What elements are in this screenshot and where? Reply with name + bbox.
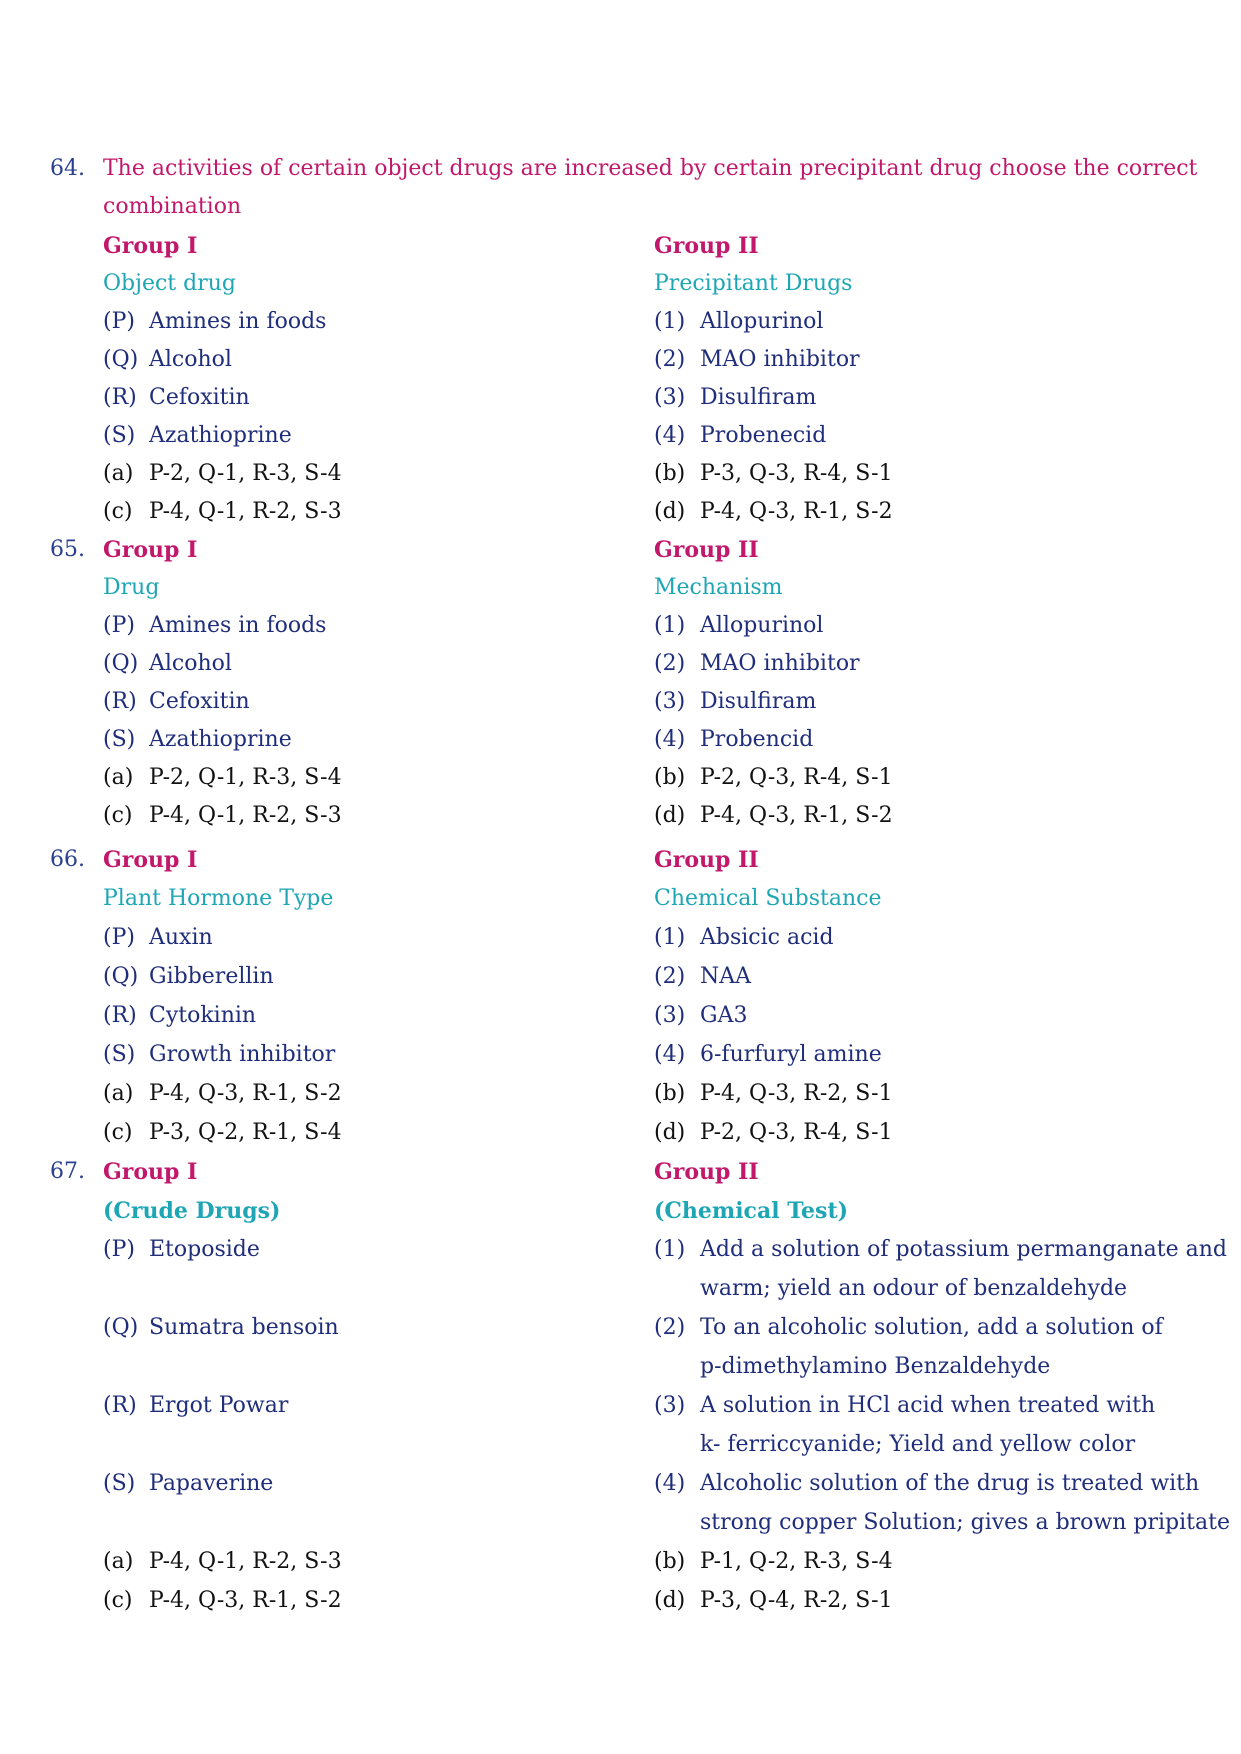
answer-option bbox=[654, 1081, 893, 1107]
item-label: (1) bbox=[654, 925, 686, 950]
list-item bbox=[654, 1471, 1199, 1497]
group-two-subheading: Mechanism bbox=[654, 575, 783, 600]
answer-option bbox=[103, 803, 342, 829]
list-item bbox=[654, 423, 826, 449]
item-label: (1) bbox=[654, 309, 686, 334]
item-text: MAO inhibitor bbox=[700, 651, 860, 676]
option-text: P-4, Q-3, R-1, S-2 bbox=[149, 1081, 342, 1106]
option-text: P-2, Q-3, R-4, S-1 bbox=[700, 1120, 893, 1145]
answer-option bbox=[654, 1549, 893, 1575]
list-item bbox=[654, 1237, 1227, 1263]
list-item bbox=[654, 727, 813, 753]
option-text: P-2, Q-1, R-3, S-4 bbox=[149, 765, 342, 790]
option-label: (c) bbox=[103, 499, 133, 524]
item-text: 6-furfuryl amine bbox=[700, 1042, 882, 1067]
item-text: Gibberellin bbox=[149, 964, 274, 989]
list-item bbox=[103, 689, 250, 715]
list-item bbox=[654, 1393, 1155, 1419]
list-item bbox=[654, 1003, 747, 1029]
item-label: (Q) bbox=[103, 347, 139, 372]
group-one-subheading: Drug bbox=[103, 575, 160, 600]
item-label: (P) bbox=[103, 1237, 135, 1262]
item-label: (3) bbox=[654, 689, 686, 714]
item-label: (4) bbox=[654, 423, 686, 448]
item-label: (4) bbox=[654, 1471, 686, 1496]
item-text: Growth inhibitor bbox=[149, 1042, 336, 1067]
option-label: (b) bbox=[654, 1549, 686, 1574]
question-number: 66. bbox=[50, 847, 85, 872]
list-item bbox=[103, 925, 213, 951]
option-label: (b) bbox=[654, 461, 686, 486]
item-label: (3) bbox=[654, 1393, 686, 1418]
group-one-subheading: (Crude Drugs) bbox=[103, 1198, 281, 1224]
option-text: P-4, Q-1, R-2, S-3 bbox=[149, 499, 342, 524]
item-label: (2) bbox=[654, 347, 686, 372]
list-item bbox=[103, 1315, 339, 1341]
item-text: Disulfiram bbox=[700, 689, 817, 714]
item-text: Etoposide bbox=[149, 1237, 260, 1262]
item-label: (2) bbox=[654, 964, 686, 989]
list-item bbox=[103, 1393, 288, 1419]
option-text: P-4, Q-3, R-1, S-2 bbox=[700, 803, 893, 828]
list-item bbox=[103, 651, 232, 677]
item-text: To an alcoholic solution, add a solution of bbox=[700, 1315, 1163, 1340]
answer-option bbox=[654, 499, 893, 525]
list-item bbox=[654, 689, 816, 715]
list-item bbox=[654, 1042, 882, 1068]
list-item bbox=[103, 1471, 273, 1497]
option-label: (b) bbox=[654, 1081, 686, 1106]
answer-option bbox=[654, 803, 893, 829]
group-two-heading: Group II bbox=[654, 233, 759, 259]
group-two-subheading: (Chemical Test) bbox=[654, 1198, 849, 1224]
option-text: P-2, Q-1, R-3, S-4 bbox=[149, 461, 342, 486]
option-text: P-4, Q-3, R-1, S-2 bbox=[149, 1588, 342, 1613]
option-label: (b) bbox=[654, 765, 686, 790]
option-label: (d) bbox=[654, 803, 686, 828]
item-text: A solution in HCl acid when treated with bbox=[700, 1393, 1156, 1418]
option-text: P-3, Q-3, R-4, S-1 bbox=[700, 461, 893, 486]
answer-option bbox=[103, 461, 342, 487]
question-number: 64. bbox=[50, 156, 85, 181]
list-item bbox=[654, 1315, 1163, 1341]
item-text: Alcohol bbox=[149, 651, 232, 676]
option-label: (c) bbox=[103, 1120, 133, 1145]
option-label: (a) bbox=[103, 1549, 134, 1574]
item-text: NAA bbox=[700, 964, 752, 989]
item-text: Auxin bbox=[149, 925, 213, 950]
option-text: P-4, Q-3, R-1, S-2 bbox=[700, 499, 893, 524]
option-label: (c) bbox=[103, 803, 133, 828]
group-one-heading: Group I bbox=[103, 233, 198, 259]
item-text: Papaverine bbox=[149, 1471, 274, 1496]
group-two-heading: Group II bbox=[654, 847, 759, 873]
item-text: Cefoxitin bbox=[149, 385, 250, 410]
item-label: (Q) bbox=[103, 1315, 139, 1340]
item-label: (P) bbox=[103, 309, 135, 334]
item-label: (S) bbox=[103, 1471, 136, 1496]
item-label: (Q) bbox=[103, 964, 139, 989]
item-label: (S) bbox=[103, 423, 136, 448]
option-text: P-3, Q-4, R-2, S-1 bbox=[700, 1588, 893, 1613]
item-label: (4) bbox=[654, 1042, 686, 1067]
item-label: (4) bbox=[654, 727, 686, 752]
question-stem: The activities of certain object drugs are increased by certain precipitant drug choose the correct bbox=[103, 156, 1198, 181]
item-text-continued: strong copper Solution; gives a brown pripitate bbox=[700, 1510, 1230, 1535]
list-item bbox=[654, 309, 823, 335]
list-item bbox=[103, 309, 326, 335]
list-item bbox=[103, 964, 274, 990]
item-text: Ergot Powar bbox=[149, 1393, 289, 1418]
item-label: (P) bbox=[103, 613, 135, 638]
item-label: (1) bbox=[654, 613, 686, 638]
item-label: (S) bbox=[103, 1042, 136, 1067]
item-label: (S) bbox=[103, 727, 136, 752]
list-item bbox=[103, 727, 292, 753]
option-label: (a) bbox=[103, 1081, 134, 1106]
group-two-subheading: Precipitant Drugs bbox=[654, 271, 853, 296]
group-two-heading: Group II bbox=[654, 537, 759, 563]
answer-option bbox=[103, 499, 342, 525]
list-item bbox=[103, 613, 326, 639]
list-item bbox=[654, 385, 816, 411]
group-one-heading: Group I bbox=[103, 1159, 198, 1185]
item-text-continued: warm; yield an odour of benzaldehyde bbox=[700, 1276, 1128, 1301]
list-item bbox=[103, 385, 250, 411]
list-item bbox=[103, 1042, 335, 1068]
list-item bbox=[654, 925, 834, 951]
group-two-heading: Group II bbox=[654, 1159, 759, 1185]
item-text: Cytokinin bbox=[149, 1003, 257, 1028]
item-text: Alcoholic solution of the drug is treated with bbox=[700, 1471, 1200, 1496]
item-text: Cefoxitin bbox=[149, 689, 250, 714]
item-text: Allopurinol bbox=[700, 309, 824, 334]
option-text: P-1, Q-2, R-3, S-4 bbox=[700, 1549, 893, 1574]
item-text: MAO inhibitor bbox=[700, 347, 860, 372]
answer-option bbox=[103, 1588, 342, 1614]
item-text: Absicic acid bbox=[700, 925, 834, 950]
answer-option bbox=[654, 765, 893, 791]
item-text: Probenecid bbox=[700, 423, 827, 448]
group-two-subheading: Chemical Substance bbox=[654, 886, 882, 911]
question-number: 65. bbox=[50, 537, 85, 562]
item-label: (2) bbox=[654, 1315, 686, 1340]
option-text: P-4, Q-3, R-2, S-1 bbox=[700, 1081, 893, 1106]
item-label: (R) bbox=[103, 385, 137, 410]
option-label: (d) bbox=[654, 1120, 686, 1145]
option-label: (a) bbox=[103, 765, 134, 790]
item-label: (R) bbox=[103, 1003, 137, 1028]
list-item bbox=[103, 347, 232, 373]
item-label: (2) bbox=[654, 651, 686, 676]
item-label: (R) bbox=[103, 1393, 137, 1418]
option-text: P-3, Q-2, R-1, S-4 bbox=[149, 1120, 342, 1145]
answer-option bbox=[103, 1081, 342, 1107]
item-text: Alcohol bbox=[149, 347, 232, 372]
item-text: Sumatra bensoin bbox=[149, 1315, 339, 1340]
item-label: (P) bbox=[103, 925, 135, 950]
answer-option bbox=[654, 461, 893, 487]
item-text: Allopurinol bbox=[700, 613, 824, 638]
list-item bbox=[654, 964, 751, 990]
answer-option bbox=[654, 1120, 893, 1146]
answer-option bbox=[654, 1588, 893, 1614]
question-number: 67. bbox=[50, 1159, 85, 1184]
group-one-heading: Group I bbox=[103, 537, 198, 563]
answer-option bbox=[103, 1549, 342, 1575]
item-text: Azathioprine bbox=[149, 727, 292, 752]
item-label: (R) bbox=[103, 689, 137, 714]
list-item bbox=[103, 1003, 256, 1029]
item-text: GA3 bbox=[700, 1003, 748, 1028]
option-label: (c) bbox=[103, 1588, 133, 1613]
list-item bbox=[103, 423, 292, 449]
item-text: Probencid bbox=[700, 727, 814, 752]
list-item bbox=[103, 1237, 260, 1263]
item-label: (1) bbox=[654, 1237, 686, 1262]
item-text: Amines in foods bbox=[149, 309, 327, 334]
list-item bbox=[654, 613, 823, 639]
group-one-subheading: Plant Hormone Type bbox=[103, 886, 334, 911]
item-text: Disulfiram bbox=[700, 385, 817, 410]
list-item bbox=[654, 651, 860, 677]
item-label: (Q) bbox=[103, 651, 139, 676]
item-label: (3) bbox=[654, 385, 686, 410]
option-label: (a) bbox=[103, 461, 134, 486]
answer-option bbox=[103, 1120, 342, 1146]
option-text: P-2, Q-3, R-4, S-1 bbox=[700, 765, 893, 790]
item-text-continued: k- ferriccyanide; Yield and yellow color bbox=[700, 1432, 1136, 1457]
question-stem-continued: combination bbox=[103, 194, 242, 219]
list-item bbox=[654, 347, 860, 373]
option-text: P-4, Q-1, R-2, S-3 bbox=[149, 803, 342, 828]
answer-option bbox=[103, 765, 342, 791]
item-label: (3) bbox=[654, 1003, 686, 1028]
item-text-continued: p-dimethylamino Benzaldehyde bbox=[700, 1354, 1051, 1379]
group-one-subheading: Object drug bbox=[103, 271, 236, 296]
option-label: (d) bbox=[654, 499, 686, 524]
item-text: Amines in foods bbox=[149, 613, 327, 638]
group-one-heading: Group I bbox=[103, 847, 198, 873]
option-text: P-4, Q-1, R-2, S-3 bbox=[149, 1549, 342, 1574]
option-label: (d) bbox=[654, 1588, 686, 1613]
item-text: Azathioprine bbox=[149, 423, 292, 448]
item-text: Add a solution of potassium permanganate and bbox=[700, 1237, 1227, 1262]
